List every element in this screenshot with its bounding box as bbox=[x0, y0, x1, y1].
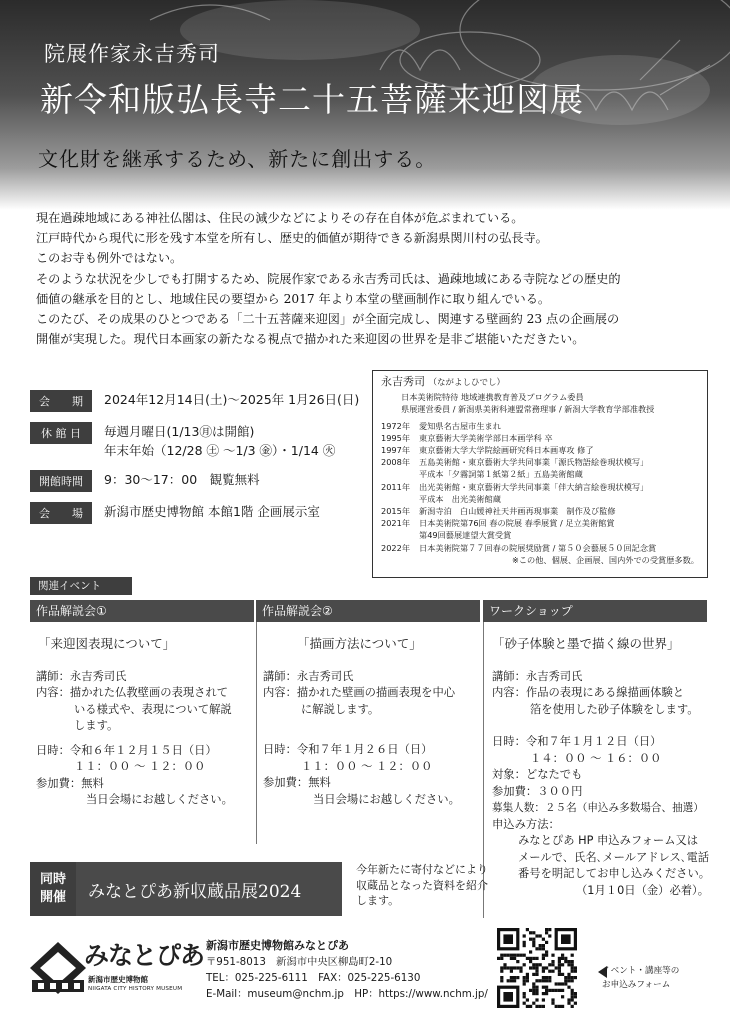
venue-value: 新潟市歴史博物館 本館1階 企画展示室 bbox=[104, 504, 320, 519]
career-text-continued: 平成本「夕霧詞第１紙第２紙」五島美術館蔵 bbox=[419, 469, 583, 480]
event-capacity: 募集人数：２５名（申込み多数場合、抽選） bbox=[492, 802, 704, 814]
artist-name-line bbox=[381, 376, 699, 389]
event-body bbox=[256, 622, 480, 844]
career-year: 2021年 bbox=[381, 518, 411, 529]
event-workshop bbox=[483, 600, 711, 918]
event-apply-deadline: （1月１0日（金）必着）。 bbox=[576, 883, 709, 897]
event-apply-label: 申込み方法： bbox=[492, 817, 560, 831]
career-item bbox=[381, 481, 699, 493]
venue-label: 会 場 bbox=[30, 502, 92, 524]
event-fee: 参加費：３００円 bbox=[492, 784, 583, 798]
museum-emblem-icon bbox=[28, 940, 88, 1000]
concurrent-exhibition bbox=[30, 862, 488, 916]
closed-value bbox=[104, 422, 335, 460]
hero-banner bbox=[0, 0, 730, 210]
event-fee: 参加費：無料 bbox=[263, 776, 331, 789]
career-text: 日本美術院第７７回春の院展奨励賞 / 第５０会藝展５０回記念賞 bbox=[419, 542, 657, 553]
career-text: 東京藝術大学美術学部日本画学科 卒 bbox=[419, 432, 553, 443]
logo-name: みなとぴあ bbox=[84, 941, 205, 970]
logo-subtitle: 新潟市歴史博物館 bbox=[88, 975, 148, 984]
artist-name: 永吉秀司 bbox=[381, 375, 425, 388]
contact-address: 〒951-8013 新潟市中央区柳島町2-10 bbox=[206, 956, 393, 968]
career-text: 愛知県名古屋市生まれ bbox=[419, 420, 501, 431]
concurrent-label bbox=[30, 862, 76, 916]
concurrent-description bbox=[356, 862, 516, 909]
event-target: 対象：どなたでも bbox=[492, 768, 583, 781]
venue-row bbox=[30, 502, 366, 524]
event-content: いる様式や、表現について解説 bbox=[74, 702, 232, 716]
concurrent-label-line: 同時 bbox=[39, 872, 66, 887]
event-date: 日時：令和７年１月２６日（日） bbox=[263, 743, 433, 756]
event-content: に解説します。 bbox=[301, 702, 380, 716]
event-title: 「描画方法について」 bbox=[297, 636, 422, 651]
career-item bbox=[381, 505, 699, 517]
event-content: します。 bbox=[74, 719, 119, 732]
event-body bbox=[483, 622, 711, 918]
event-apply-text: 番号を明記してお申し込みください。 bbox=[518, 867, 711, 880]
logo-english: NIIGATA CITY HISTORY MUSEUM bbox=[88, 986, 183, 992]
event-apply-text: メールで、氏名､メールアドレス､電話 bbox=[518, 850, 710, 864]
event-content: 内容：作品の表現にある線描画体験と bbox=[492, 686, 685, 699]
career-item bbox=[381, 542, 699, 554]
intro-line: 江戸時代から現代に形を残す本堂を所有し、歴史的価値が期待できる新潟県関川村の弘長寺。 bbox=[36, 231, 548, 246]
career-year: 1972年 bbox=[381, 420, 411, 431]
exhibition-title: 新令和版弘長寺二十五菩薩来迎図展 bbox=[40, 80, 584, 119]
career-year: 2015年 bbox=[381, 506, 411, 517]
career-year: 2008年 bbox=[381, 457, 411, 468]
event-content: 内容：描かれた壁画の描画表現を中心 bbox=[263, 686, 456, 699]
event-title: 「砂子体験と墨で描く線の世界」 bbox=[492, 636, 680, 651]
career-text-continued: 平成本 出光美術館蔵 bbox=[419, 493, 501, 504]
exhibition-info bbox=[30, 390, 366, 534]
career-item bbox=[381, 420, 699, 432]
career-text-continued: 第49回藝展達望大賞受賞 bbox=[419, 530, 512, 541]
artist-profile bbox=[372, 370, 708, 578]
concurrent-title: みなとぴあ新収蔵品展2024 bbox=[76, 862, 342, 916]
intro-line: このお寺も例外ではない。 bbox=[36, 251, 183, 266]
event-time: １１：００ 〜 １２：００ bbox=[301, 759, 433, 773]
closed-row bbox=[30, 422, 366, 460]
event-time: １４：００ 〜 １６：００ bbox=[530, 751, 662, 765]
event-talk-2 bbox=[256, 600, 480, 844]
event-fee: 参加費：無料 bbox=[36, 776, 104, 790]
qr-code-icon[interactable] bbox=[497, 928, 577, 1008]
museum-logo bbox=[28, 932, 208, 1004]
career-item bbox=[381, 456, 699, 468]
event-fee-note: 当日会場にお越しください。 bbox=[86, 793, 233, 806]
career-item bbox=[381, 432, 699, 444]
hours-value: 9：30〜17：00 観覧無料 bbox=[104, 472, 260, 487]
career-item bbox=[381, 517, 699, 529]
intro-text bbox=[36, 208, 704, 349]
event-content: 内容：描かれた仏教壁画の表現されて bbox=[36, 686, 229, 699]
career-year: 2011年 bbox=[381, 481, 411, 492]
period-value: 2024年12月14日(土)〜2025年 1月26日(日) bbox=[104, 392, 360, 407]
event-date: 日時：令和６年１２月１５日（日） bbox=[36, 743, 217, 757]
event-head: 作品解説会② bbox=[256, 600, 480, 622]
career-year: 2022年 bbox=[381, 542, 411, 553]
event-title: 「来迎図表現について」 bbox=[38, 636, 176, 651]
qr-note-line: イベント・講座等の bbox=[602, 966, 680, 976]
event-head: 作品解説会① bbox=[30, 600, 254, 622]
intro-line: 価値の継承を目的とし、地域住民の要望から 2017 年より本堂の壁画制作に取り組んでいる。 bbox=[36, 291, 551, 306]
concurrent-desc-line: します。 bbox=[356, 894, 400, 907]
concurrent-desc-line: 収蔵品となった資料を紹介 bbox=[356, 878, 488, 892]
career-text: 五島美術館・東京藝術大学共同事業「源氏物語絵巻現状模写」 bbox=[419, 457, 649, 468]
intro-line: そのような状況を少しでも打開するため、院展作家である永吉秀司氏は、過疎地域にある寺院などの歴史的 bbox=[36, 271, 621, 286]
qr-note bbox=[602, 964, 679, 992]
period-label: 会 期 bbox=[30, 390, 92, 412]
event-fee-note: 当日会場にお越しください。 bbox=[313, 792, 460, 806]
career-text: 東京藝術大学大学院絵画研究科日本画専攻 修了 bbox=[419, 445, 594, 456]
event-content: 箔を使用した砂子体験をします。 bbox=[530, 702, 699, 716]
profile-note: ※この他、個展、企画展、国内外での受賞歴多数。 bbox=[512, 554, 699, 565]
intro-line: 現在過疎地域にある神社仏閣は、住民の減少などによりその存在自体が危ぶまれている。 bbox=[36, 211, 524, 225]
event-head: ワークショップ bbox=[483, 600, 707, 622]
event-apply-text: みなとぴあ HP 申込みフォーム又は bbox=[518, 834, 699, 847]
career-text: 出光美術館・東京藝術大学共同事業「伴大納言絵巻現状模写」 bbox=[419, 481, 649, 492]
qr-note-line: お申込みフォーム bbox=[602, 980, 671, 990]
career-text: 日本美術院第76回 春の院展 春季展賞 / 足立美術館賞 bbox=[419, 518, 615, 529]
closed-label: 休 館 日 bbox=[30, 422, 92, 444]
related-events-heading: 関連イベント bbox=[30, 577, 132, 595]
event-lecturer: 講師：永吉秀司氏 bbox=[36, 669, 127, 683]
artist-reading: （ながよしひでし） bbox=[428, 378, 506, 388]
exhibition-subtitle: 院展作家永吉秀司 bbox=[44, 42, 220, 66]
concurrent-label-line: 開催 bbox=[39, 890, 66, 905]
artist-role: 日本美術院特待 地域連携教育普及プログラム委員 bbox=[401, 392, 584, 403]
artist-role: 県展運営委員 / 新潟県美術科連盟常務理事 / 新潟大学教育学部准教授 bbox=[401, 404, 655, 415]
career-text: 新潟寺泊 白山媛神社天井画再現事業 制作及び監修 bbox=[419, 506, 616, 517]
concurrent-desc-line: 今年新たに寄付などにより bbox=[356, 863, 488, 876]
contact-email[interactable]: E-Mail：museum@nchm.jp HP：https://www.nchm.jp/ bbox=[206, 988, 488, 1000]
hours-row bbox=[30, 470, 366, 492]
event-lecturer: 講師：永吉秀司氏 bbox=[263, 669, 354, 683]
closed-value-line: 毎週月曜日(1/13㊊は開館) bbox=[104, 424, 255, 439]
period-row bbox=[30, 390, 366, 412]
event-lecturer: 講師：永吉秀司氏 bbox=[492, 669, 583, 683]
event-date: 日時：令和７年１月１２日（日） bbox=[492, 735, 662, 748]
event-body bbox=[30, 622, 254, 844]
career-year: 1995年 bbox=[381, 432, 411, 443]
career-list bbox=[381, 420, 699, 554]
closed-value-line: 年末年始（12/28 ㊏ 〜1/3 ㊎）・1/14 ㊋ bbox=[104, 443, 336, 458]
intro-line: 開催が実現した。現代日本画家の新たなる視点で描かれた来迎図の世界を是非ご堪能いただきたい。 bbox=[36, 332, 585, 347]
contact-org: 新潟市歴史博物館みなとぴあ bbox=[206, 939, 349, 952]
contact-info bbox=[206, 938, 488, 1002]
intro-line: このたび、その成果のひとつである「二十五菩薩来迎図」が全面完成し、関連する壁画約 23 点の企画展の bbox=[36, 312, 620, 327]
hours-label: 開館時間 bbox=[30, 470, 92, 492]
exhibition-tagline: 文化財を継承するため、新たに創出する。 bbox=[38, 147, 437, 171]
event-time: １１：００ 〜 １２：００ bbox=[74, 760, 206, 773]
contact-tel: TEL：025-225-6111 FAX：025-225-6130 bbox=[206, 972, 421, 984]
event-talk-1 bbox=[30, 600, 254, 844]
career-year: 1997年 bbox=[381, 445, 411, 456]
career-item bbox=[381, 444, 699, 456]
